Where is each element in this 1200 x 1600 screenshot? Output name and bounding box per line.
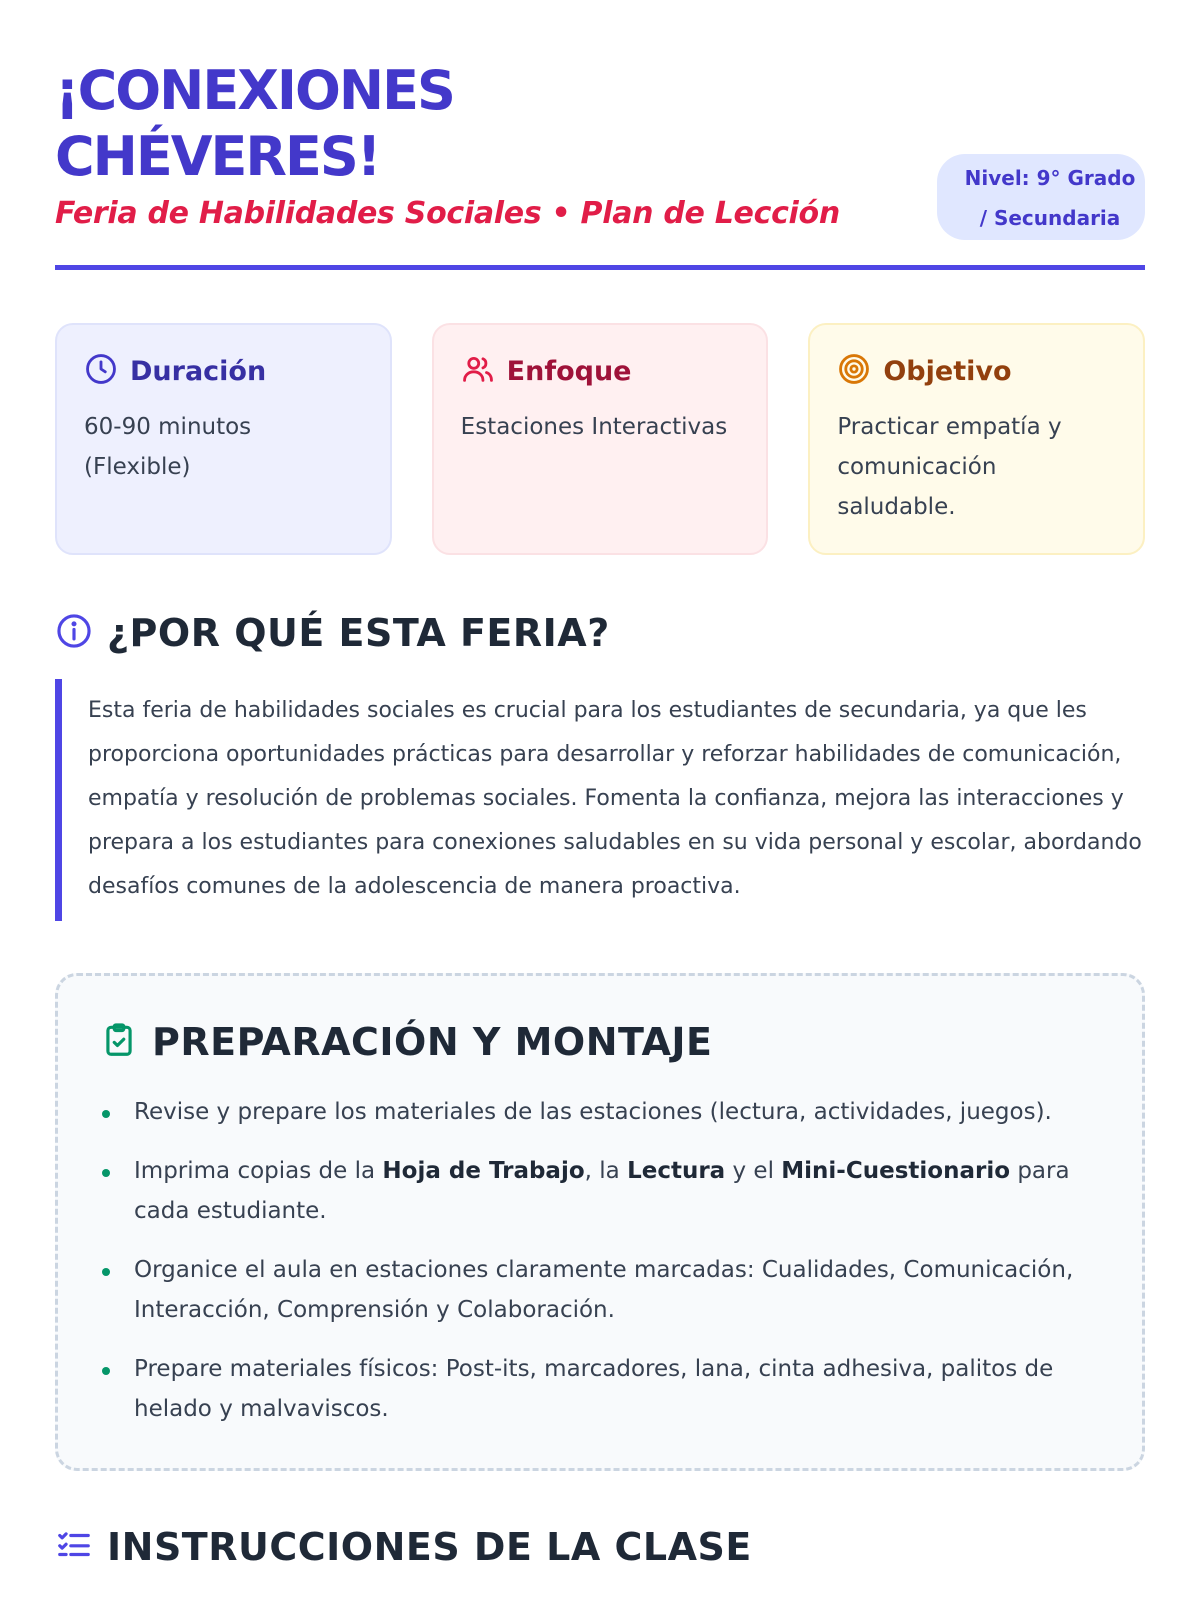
card-text: 60-90 minutos (Flexible)	[84, 414, 252, 480]
section-title: PREPARACIÓN Y MONTAJE	[152, 1020, 713, 1064]
instructions-section	[55, 1525, 1145, 1569]
card-focus	[432, 323, 769, 555]
list-item: Prepare materiales físicos: Post-its, marcadores, lana, cinta adhesiva, palitos de helado y malvaviscos.	[100, 1349, 1100, 1429]
clock-icon	[84, 352, 118, 390]
list-item: Imprima copias de la Hoja de Trabajo, la Lectura y el Mini-Cuestionario para cada estudiante.	[100, 1151, 1100, 1231]
card-objective	[808, 323, 1145, 555]
info-cards	[55, 323, 1145, 555]
page-header	[55, 0, 1145, 270]
list-item: Organice el aula en estaciones claramente marcadas: Cualidades, Comunicación, Interacción, Comprensión y Colaboración.	[100, 1250, 1100, 1330]
list-checks-icon	[55, 1526, 93, 1568]
section-title: ¿POR QUÉ ESTA FERIA?	[107, 611, 610, 655]
card-text: Estaciones Interactivas	[460, 414, 728, 440]
card-title: Duración	[130, 355, 267, 387]
info-icon	[55, 612, 93, 654]
prep-section	[55, 973, 1145, 1471]
card-duration	[55, 323, 392, 555]
title-line-2: CHÉVERES!	[55, 125, 380, 188]
target-icon	[837, 352, 871, 390]
card-text: Practicar empatía y comunicación saludable.	[837, 414, 1062, 520]
clipboard-check-icon	[100, 1021, 138, 1063]
page-subtitle: Feria de Habilidades Sociales • Plan de Lección	[55, 196, 840, 231]
why-text: Esta feria de habilidades sociales es crucial para los estudiantes de secundaria, ya que les proporciona oportunidades prácticas para desarrollar y reforzar habilidades de comunicación, empatía y resolución de problemas sociales. Fomenta la confianza, mejora las interacciones y prepara a los estudiantes para conexiones saludables en su vida personal y escolar, abordando desafíos comunes de la adolescencia de manera proactiva.	[55, 679, 1145, 921]
level-badge: Nivel: 9° Grado / Secundaria	[937, 154, 1145, 240]
prep-list	[100, 1092, 1100, 1429]
users-icon	[461, 352, 495, 390]
why-section	[55, 611, 1145, 921]
section-title: INSTRUCCIONES DE LA CLASE	[107, 1525, 752, 1569]
card-title: Objetivo	[883, 355, 1012, 387]
card-title: Enfoque	[506, 355, 632, 387]
title-line-1: ¡CONEXIONES	[55, 59, 454, 122]
list-item: Revise y prepare los materiales de las estaciones (lectura, actividades, juegos).	[100, 1092, 1100, 1132]
